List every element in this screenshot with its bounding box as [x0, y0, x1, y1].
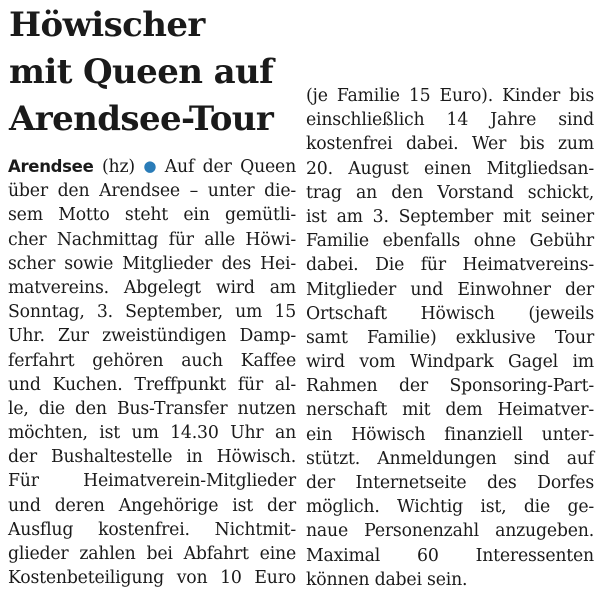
text-line: einschließlich 14 Jahre sind — [306, 110, 594, 131]
text-line: cher Nachmittag für alle Höwi- — [8, 229, 296, 250]
text-line: matvereins. Abgelegt wird am — [8, 277, 296, 298]
headline-line: Höwischer — [9, 5, 205, 45]
text-line: Rahmen der Sponsoring-Part- — [306, 376, 594, 397]
text-line: über den Arendsee – unter die- — [8, 181, 296, 202]
dateline: Arendsee — [8, 157, 94, 176]
text-line: der Bushaltestelle in Höwisch. — [8, 447, 296, 468]
text-line: Uhr. Zur zweistündigen Damp- — [8, 326, 296, 347]
text-line: scher sowie Mitglieder des Hei- — [8, 253, 296, 274]
text-line: Maximal 60 Interessenten — [306, 545, 594, 566]
text-line: möchten, ist um 14.30 Uhr an — [8, 423, 296, 444]
text-line: Ausflug kostenfrei. Nichtmit- — [8, 519, 296, 540]
text-line: und Kuchen. Treffpunkt für al- — [8, 374, 296, 395]
text-line: Mitglieder und Einwohner der — [306, 279, 594, 300]
headline-line: mit Queen auf — [9, 52, 274, 92]
text-line — [8, 155, 296, 179]
text-line: sem Motto steht ein gemütli- — [8, 205, 296, 226]
text-line: glieder zahlen bei Abfahrt eine — [8, 544, 296, 564]
text-line: Für Heimatverein-Mitglieder — [8, 471, 296, 492]
article-column-left — [8, 155, 296, 590]
text-line: der Internetseite des Dorfes — [306, 473, 594, 493]
text-line: 20. August einen Mitgliedsan- — [306, 158, 594, 179]
text-line: (je Familie 15 Euro). Kinder bis — [306, 86, 594, 106]
headline — [9, 2, 299, 143]
text-line: Sonntag, 3. September, um 15 — [8, 302, 296, 323]
author-initials: (hz) — [101, 157, 135, 177]
text-line: können dabei sein. — [306, 569, 468, 590]
text-line: kostenfrei dabei. Wer bis zum — [306, 134, 594, 155]
text-line: ist am 3. September mit seiner — [306, 206, 594, 227]
text-line: ferfahrt gehören auch Kaffee — [8, 350, 296, 371]
text-line: nerschaft mit dem Heimatver- — [306, 400, 594, 421]
text-line: le, die den Bus-Transfer nutzen — [8, 398, 296, 419]
text-line: naue Personenzahl anzugeben. — [306, 521, 594, 542]
text-line: samt Familie) exklusive Tour — [306, 327, 594, 348]
first-line-text: Auf der Queen — [164, 157, 297, 177]
text-line: möglich. Wichtig ist, die ge- — [306, 497, 594, 518]
text-line: Familie ebenfalls ohne Gebühr — [306, 231, 594, 252]
text-line: ein Höwisch finanziell unter- — [306, 424, 594, 445]
article-column-right — [306, 84, 594, 592]
text-line: und deren Angehörige ist der — [8, 495, 296, 516]
headline-line: Arendsee-Tour — [9, 99, 274, 139]
text-line: dabei. Die für Heimatvereins- — [306, 255, 594, 276]
bullet-icon: ● — [143, 157, 157, 175]
text-line: stützt. Anmeldungen sind auf — [306, 448, 594, 469]
text-line: Kostenbeteiligung von 10 Euro — [8, 568, 296, 589]
text-line: Ortschaft Höwisch (jeweils — [306, 303, 594, 324]
text-line: wird vom Windpark Gagel im — [306, 352, 594, 373]
text-line: trag an den Vorstand schickt, — [306, 182, 594, 203]
